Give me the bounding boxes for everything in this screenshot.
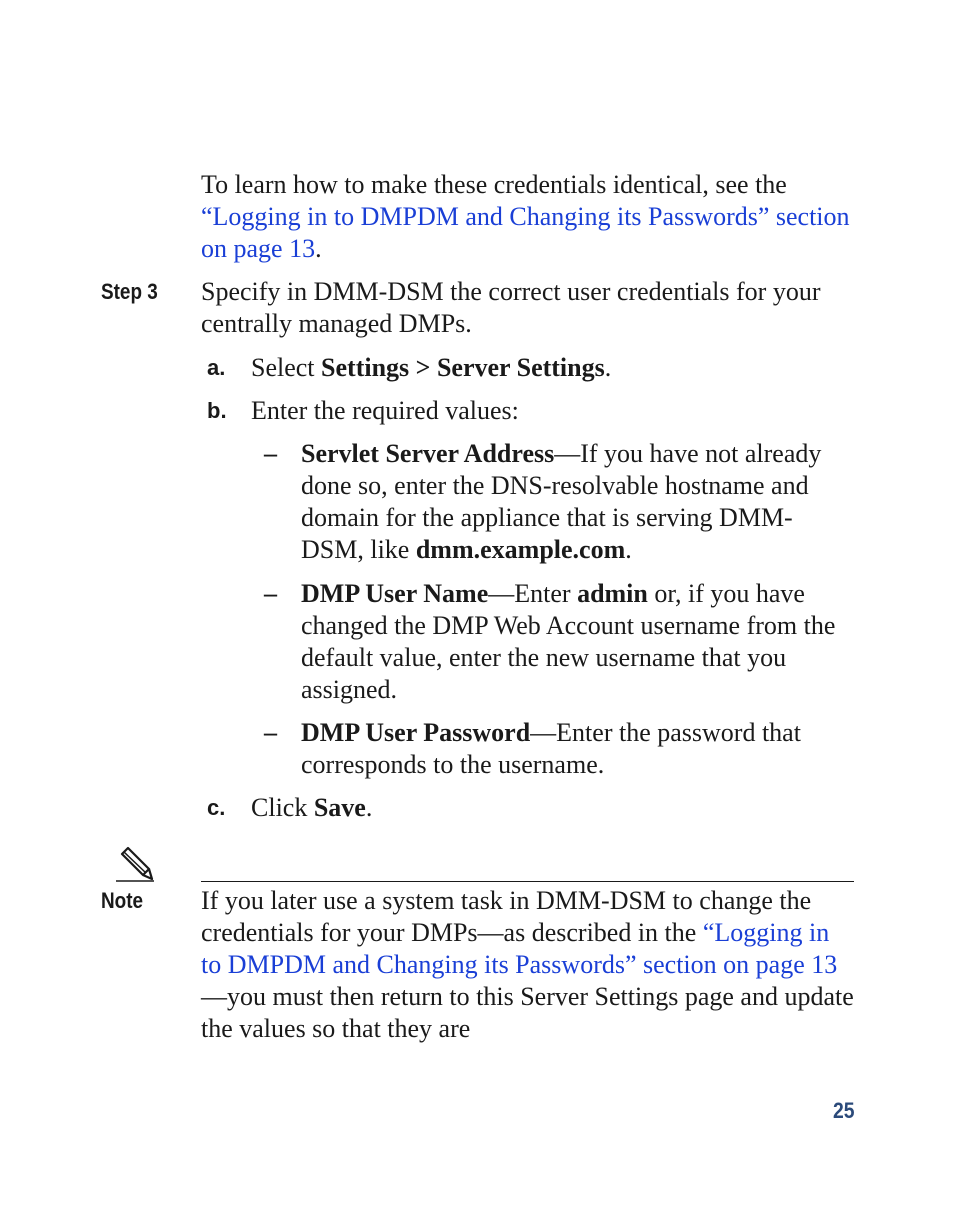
bullet-dmp-user-password — [301, 717, 851, 781]
note-cross-reference-link[interactable]: “Logging in to DMPDM and Changing its Passwords” section on page 13 — [201, 918, 838, 979]
intro-paragraph — [201, 169, 851, 265]
substep-a-prefix: Select — [251, 353, 322, 382]
menu-path: Settings > Server Settings — [321, 353, 605, 382]
bullet-text: or, if you have changed the DMP Web Account username from the default value, enter the new username that you assigned. — [301, 579, 836, 704]
note-divider — [201, 881, 854, 882]
substep-c-text — [251, 792, 851, 824]
note-label: Note — [101, 888, 144, 913]
intro-cross-reference-link[interactable]: “Logging in to DMPDM and Changing its Passwords” section on page 13 — [201, 202, 850, 263]
bullet-separator: — — [554, 439, 581, 468]
bullet-servlet-server-address — [301, 438, 851, 566]
pencil-icon — [115, 846, 155, 882]
note-text — [201, 885, 854, 1045]
intro-text: To learn how to make these credentials identical, see the — [201, 170, 787, 199]
bullet-text: Enter — [514, 579, 578, 608]
bullet-separator: — — [488, 579, 515, 608]
bullet-term: Servlet Server Address — [301, 439, 555, 468]
bullet-dash: – — [264, 439, 277, 468]
note-text-after: —you must then return to this Server Settings page and update the values so that they are — [201, 982, 854, 1043]
bullet-dash: – — [264, 718, 277, 747]
bullet-text: Enter the password that corresponds to the username. — [301, 718, 801, 779]
substep-a-text — [251, 352, 851, 384]
step-3-label: Step 3 — [101, 279, 158, 304]
bullet-dmp-user-name — [301, 578, 851, 706]
substep-a-suffix: . — [604, 353, 612, 382]
example-hostname: dmm.example.com — [415, 535, 626, 564]
step-3-text: Specify in DMM-DSM the correct user credentials for your centrally managed DMPs. — [201, 277, 821, 338]
bullet-term: DMP User Password — [301, 718, 531, 747]
default-username: admin — [577, 579, 648, 608]
intro-period: . — [315, 234, 322, 263]
substep-b-text: Enter the required values: — [251, 396, 519, 425]
bullet-end: . — [625, 535, 632, 564]
substep-a-label: a. — [207, 355, 226, 380]
bullet-dash: – — [264, 579, 277, 608]
note-text-before: If you later use a system task in DMM-DSM to change the credentials for your DMPs—as described in the — [201, 886, 812, 947]
page-number: 25 — [832, 1098, 854, 1123]
bullet-separator: — — [530, 718, 557, 747]
substep-c-prefix: Click — [251, 793, 314, 822]
substep-c-suffix: . — [365, 793, 373, 822]
substep-c-label: c. — [207, 795, 226, 820]
bullet-term: DMP User Name — [301, 579, 489, 608]
substep-b-label: b. — [207, 398, 227, 423]
bullet-text: If you have not already done so, enter the DNS-resolvable hostname and domain for the appliance that is serving DMM-DSM, like — [301, 439, 822, 564]
save-command: Save — [313, 793, 366, 822]
